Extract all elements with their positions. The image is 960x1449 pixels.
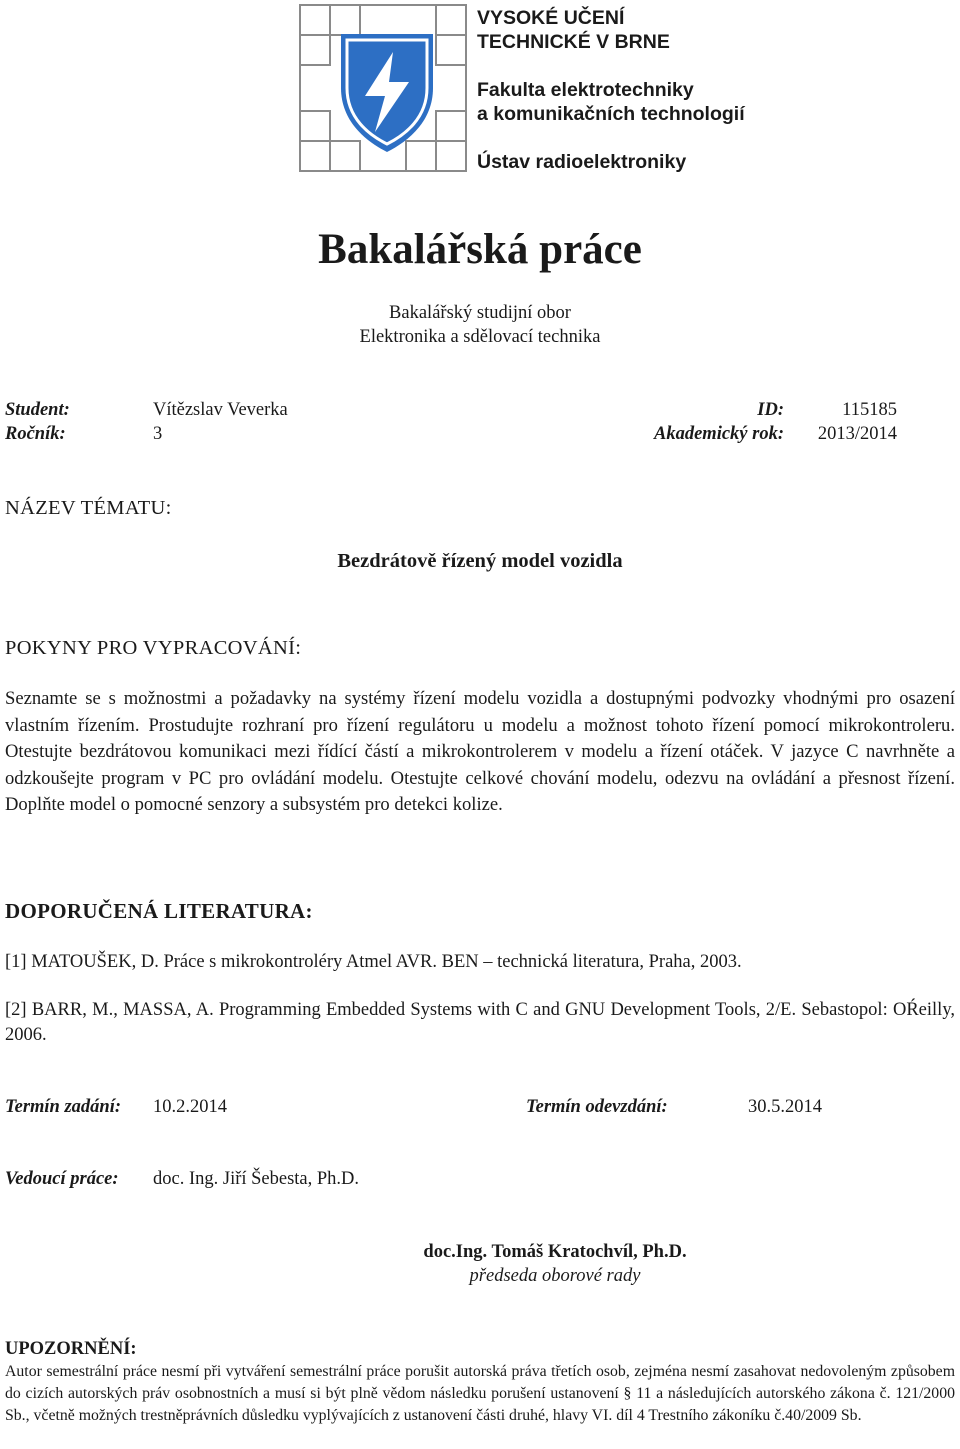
id-label: ID: <box>757 400 784 420</box>
vut-logo-icon <box>299 4 467 172</box>
due-date-value: 30.5.2014 <box>748 1097 822 1117</box>
university-line-1: VYSOKÉ UČENÍ <box>477 7 625 29</box>
student-label: Student: <box>5 400 70 420</box>
university-line-2: TECHNICKÉ V BRNE <box>477 31 670 53</box>
faculty-line-2: a komunikačních technologií <box>477 103 745 125</box>
study-program: Bakalářský studijní obor <box>389 303 571 323</box>
year-label: Ročník: <box>5 424 66 444</box>
topic-title: Bezdrátově řízený model vozidla <box>337 550 623 572</box>
academic-year-label: Akademický rok: <box>654 424 784 444</box>
reference-2: [2] BARR, M., MASSA, A. Programming Embedded Systems with C and GNU Development Tools, 2/E. Sebastopol: OŔeilly, 2006. <box>5 1000 955 1045</box>
document-title: Bakalářská práce <box>318 226 642 273</box>
chairman-block <box>300 1240 810 1288</box>
faculty-name <box>477 78 745 126</box>
instructions-heading: POKYNY PRO VYPRACOVÁNÍ: <box>5 637 302 659</box>
department-name: Ústav radioelektroniky <box>477 151 687 173</box>
instructions-text: Seznamte se s možnostmi a požadavky na systémy řízení modelu vozidla a dostupnými podvozky vhodnými pro osazení vlastním řízením. Prostudujte rozhraní pro řízení regulátoru u modelu a možnost tohoto řízení pomocí mikrokontroleru. Otestujte bezdrátovou komunikaci mezi řídící částí a mikrokontrolerem v modelu a řízení otáček. V jazyce C navrhněte a odzkoušejte program v PC pro ovládání modelu. Otestujte celkové chování modelu, odezvu na ovládání a přesnost řízení. Doplňte model o pomocné senzory a subsystém pro detekci kolize. <box>5 688 955 815</box>
university-name <box>477 6 670 54</box>
warning-heading: UPOZORNĚNÍ: <box>5 1339 137 1359</box>
id-value: 115185 <box>842 400 897 420</box>
chairman-role: předseda oborové rady <box>469 1266 641 1286</box>
supervisor-label: Vedoucí práce: <box>5 1169 119 1189</box>
chairman-name: doc.Ing. Tomáš Kratochvíl, Ph.D. <box>423 1242 687 1262</box>
warning-text: Autor semestrální práce nesmí při vytváření semestrální práce porušit autorská práva třetích osob, zejména nesmí zasahovat nedovoleným způsobem do cizích autorských práv osobnostních a musí si být plně vědom následku porušení ustanovení § 11 a následujících autorského zákona č. 121/2000 Sb., včetně možných trestněprávních důsledku vyplývajících z ustanovení části druhé, hlavy VI. díl 4 Trestního zákoníku č.40/2009 Sb. <box>5 1363 955 1424</box>
due-date-label: Termín odevzdání: <box>526 1097 668 1117</box>
supervisor-name: doc. Ing. Jiří Šebesta, Ph.D. <box>153 1169 360 1189</box>
assigned-date-label: Termín zadání: <box>5 1097 121 1117</box>
year-value: 3 <box>153 424 163 444</box>
study-field: Elektronika a sdělovací technika <box>359 327 601 347</box>
faculty-line-1: Fakulta elektrotechniky <box>477 79 694 101</box>
assigned-date-value: 10.2.2014 <box>153 1097 227 1117</box>
academic-year-value: 2013/2014 <box>817 424 897 444</box>
student-name: Vítězslav Veverka <box>153 400 288 420</box>
reference-1: [1] MATOUŠEK, D. Práce s mikrokontroléry Atmel AVR. BEN – technická literatura, Praha, 2003. <box>5 952 742 972</box>
topic-heading: NÁZEV TÉMATU: <box>5 497 172 519</box>
literature-heading: DOPORUČENÁ LITERATURA: <box>5 899 313 923</box>
